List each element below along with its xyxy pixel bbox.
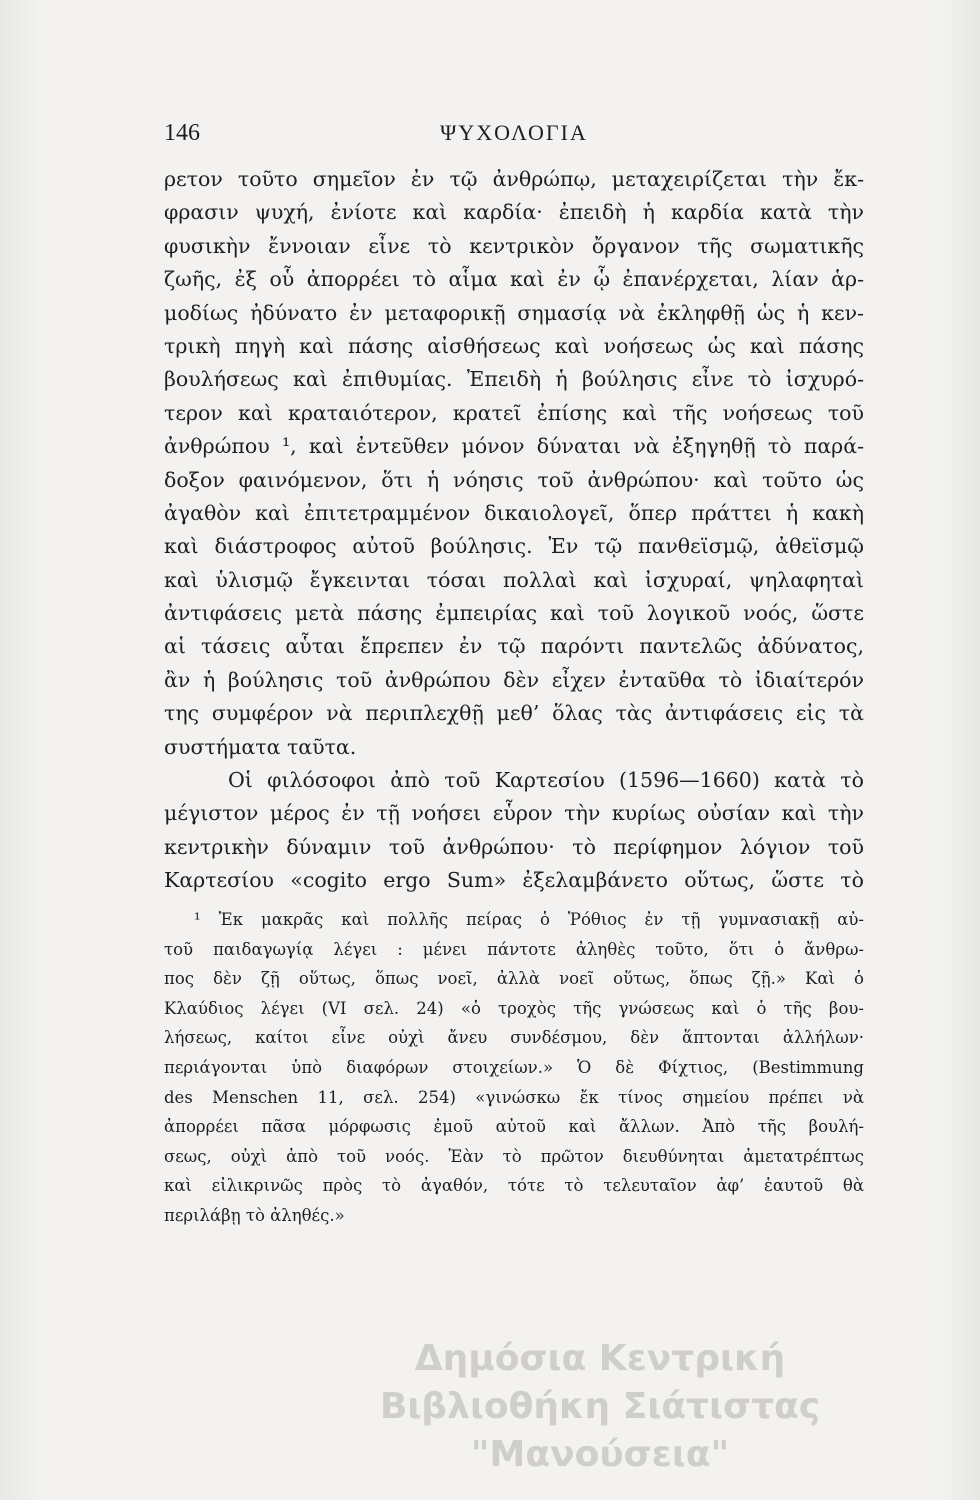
text-line: δοξον φαινόμενον, ὅτι ἡ νόησις τοῦ ἀνθρώπου· καὶ τοῦτο ὡς — [164, 467, 864, 492]
footnote-line: des Menschen 11, σελ. 254) «γινώσκω ἔκ τίνος σημείου πρέπει νὰ — [164, 1087, 864, 1107]
footnotes — [164, 905, 864, 1231]
text-line: μοδίως ἠδύνατο ἐν μεταφορικῇ σημασίᾳ νὰ ἐκληφθῇ ὡς ἡ κεν- — [164, 300, 864, 325]
watermark-line-1: Δημόσια Κεντρική — [414, 1338, 786, 1379]
text-line: Καρτεσίου «cogito ergo Sum» ἐξελαμβάνετο οὕτως, ὥστε τὸ — [164, 868, 864, 893]
footnote-line: τοῦ παιδαγωγίᾳ λέγει : μένει πάντοτε ἀληθὲς τοῦτο, ὅτι ὁ ἄνθρω- — [164, 939, 864, 959]
text-line: ἀγαθὸν καὶ ἐπιτετραμμένον δικαιολογεῖ, ὅπερ πράττει ἡ κακὴ — [164, 500, 864, 525]
text-line: ρετον τοῦτο σημεῖον ἐν τῷ ἀνθρώπῳ, μεταχειρίζεται τὴν ἔκ- — [164, 167, 864, 191]
footnote-line: ¹ Ἐκ μακρᾶς καὶ πολλῆς πείρας ὁ Ῥόθιος ἐν τῇ γυμνασιακῇ αὐ- — [194, 910, 864, 929]
library-watermark — [250, 1335, 950, 1479]
text-line: βουλήσεως καὶ ἐπιθυμίας. Ἐπειδὴ ἡ βούλησις εἶνε τὸ ἰσχυρό- — [164, 367, 864, 392]
page-header — [164, 120, 864, 156]
text-line: καὶ διάστροφος αὐτοῦ βούλησις. Ἐν τῷ πανθεϊσμῷ, ἀθεϊσμῷ — [164, 534, 864, 559]
page-number: 146 — [164, 120, 200, 146]
text-line: ζωῆς, ἐξ οὗ ἀπορρέει τὸ αἷμα καὶ ἐν ᾧ ἐπανέρχεται, λίαν ἁρ- — [164, 267, 864, 292]
running-head: ΨΥΧΟΛΟΓΙΑ — [440, 120, 588, 145]
text-line: αἱ τάσεις αὗται ἔπρεπεν ἐν τῷ παρόντι παντελῶς ἀδύνατος, — [164, 634, 864, 659]
text-line: τερον καὶ κραταιότερον, κρατεῖ ἐπίσης καὶ τῆς νοήσεως τοῦ — [164, 400, 864, 425]
watermark-line-2: Βιβλιοθήκη Σιάτιστας "Μανούσεια" — [379, 1386, 821, 1475]
footnote-line: περιλάβῃ τὸ ἀληθές.» — [164, 1205, 345, 1225]
text-line: ἀνθρώπου ¹, καὶ ἐντεῦθεν μόνον δύναται νὰ ἐξηγηθῇ τὸ παρά- — [164, 434, 864, 459]
body-text — [164, 163, 864, 898]
text-line: μέγιστον μέρος ἐν τῇ νοήσει εὗρον τὴν κυρίως οὐσίαν καὶ τὴν — [164, 801, 864, 826]
footnote-line: ἀπορρέει πᾶσα μόρφωσις ἐμοῦ αὐτοῦ καὶ ἄλλων. Ἀπὸ τῆς βουλή- — [164, 1117, 864, 1137]
footnote-line: λήσεως, καίτοι εἶνε οὐχὶ ἄνευ συνδέσμου, δὲν ἅπτονται ἀλλήλων· — [164, 1028, 864, 1048]
footnote-line: Κλαύδιος λέγει (VI σελ. 24) «ὁ τροχὸς τῆς γνώσεως καὶ ὁ τῆς βου- — [164, 998, 864, 1018]
text-line: φρασιν ψυχή, ἐνίοτε καὶ καρδία· ἐπειδὴ ἡ καρδία κατὰ τὴν — [164, 200, 864, 225]
footnote-line: περιάγονται ὑπὸ διαφόρων στοιχείων.» Ὁ δὲ Φίχτιος, (Bestimmung — [164, 1057, 864, 1077]
text-line: τρικὴ πηγὴ καὶ πάσης αἰσθήσεως καὶ νοήσεως ὡς καὶ πάσης — [164, 333, 864, 358]
text-line: φυσικὴν ἔννοιαν εἶνε τὸ κεντρικὸν ὄργανον τῆς σωματικῆς — [164, 233, 864, 258]
text-line: της συμφέρον νὰ περιπλεχθῇ μεθ’ ὅλας τὰς ἀντιφάσεις εἰς τὰ — [164, 701, 864, 726]
text-line: συστήματα ταῦτα. — [164, 734, 357, 759]
text-line: ἀντιφάσεις μετὰ πάσης ἐμπειρίας καὶ τοῦ λογικοῦ νοός, ὥστε — [164, 601, 864, 626]
text-line: ἂν ἡ βούλησις τοῦ ἀνθρώπου δὲν εἶχεν ἐνταῦθα τὸ ἰδιαίτερόν — [164, 667, 864, 692]
text-line: καὶ ὑλισμῷ ἔγκεινται τόσαι πολλαὶ καὶ ἰσχυραί, ψηλαφηταὶ — [164, 567, 864, 592]
footnote-line: πος δὲν ζῇ οὕτως, ὅπως νοεῖ, ἀλλὰ νοεῖ οὕτως, ὅπως ζῇ.» Καὶ ὁ — [164, 969, 864, 989]
footnote-line: καὶ εἰλικρινῶς πρὸς τὸ ἀγαθόν, τότε τὸ τελευταῖον ἀφ’ ἑαυτοῦ θὰ — [164, 1176, 864, 1196]
footnote-line: σεως, οὐχὶ ἀπὸ τοῦ νοός. Ἐὰν τὸ πρῶτον διευθύνηται ἀμετατρέπτως — [164, 1146, 864, 1166]
paragraph-start-line: Οἱ φιλόσοφοι ἀπὸ τοῦ Καρτεσίου (1596—1660) κατὰ τὸ — [228, 768, 864, 793]
text-line: κεντρικὴν δύναμιν τοῦ ἀνθρώπου· τὸ περίφημον λόγιον τοῦ — [164, 834, 864, 859]
